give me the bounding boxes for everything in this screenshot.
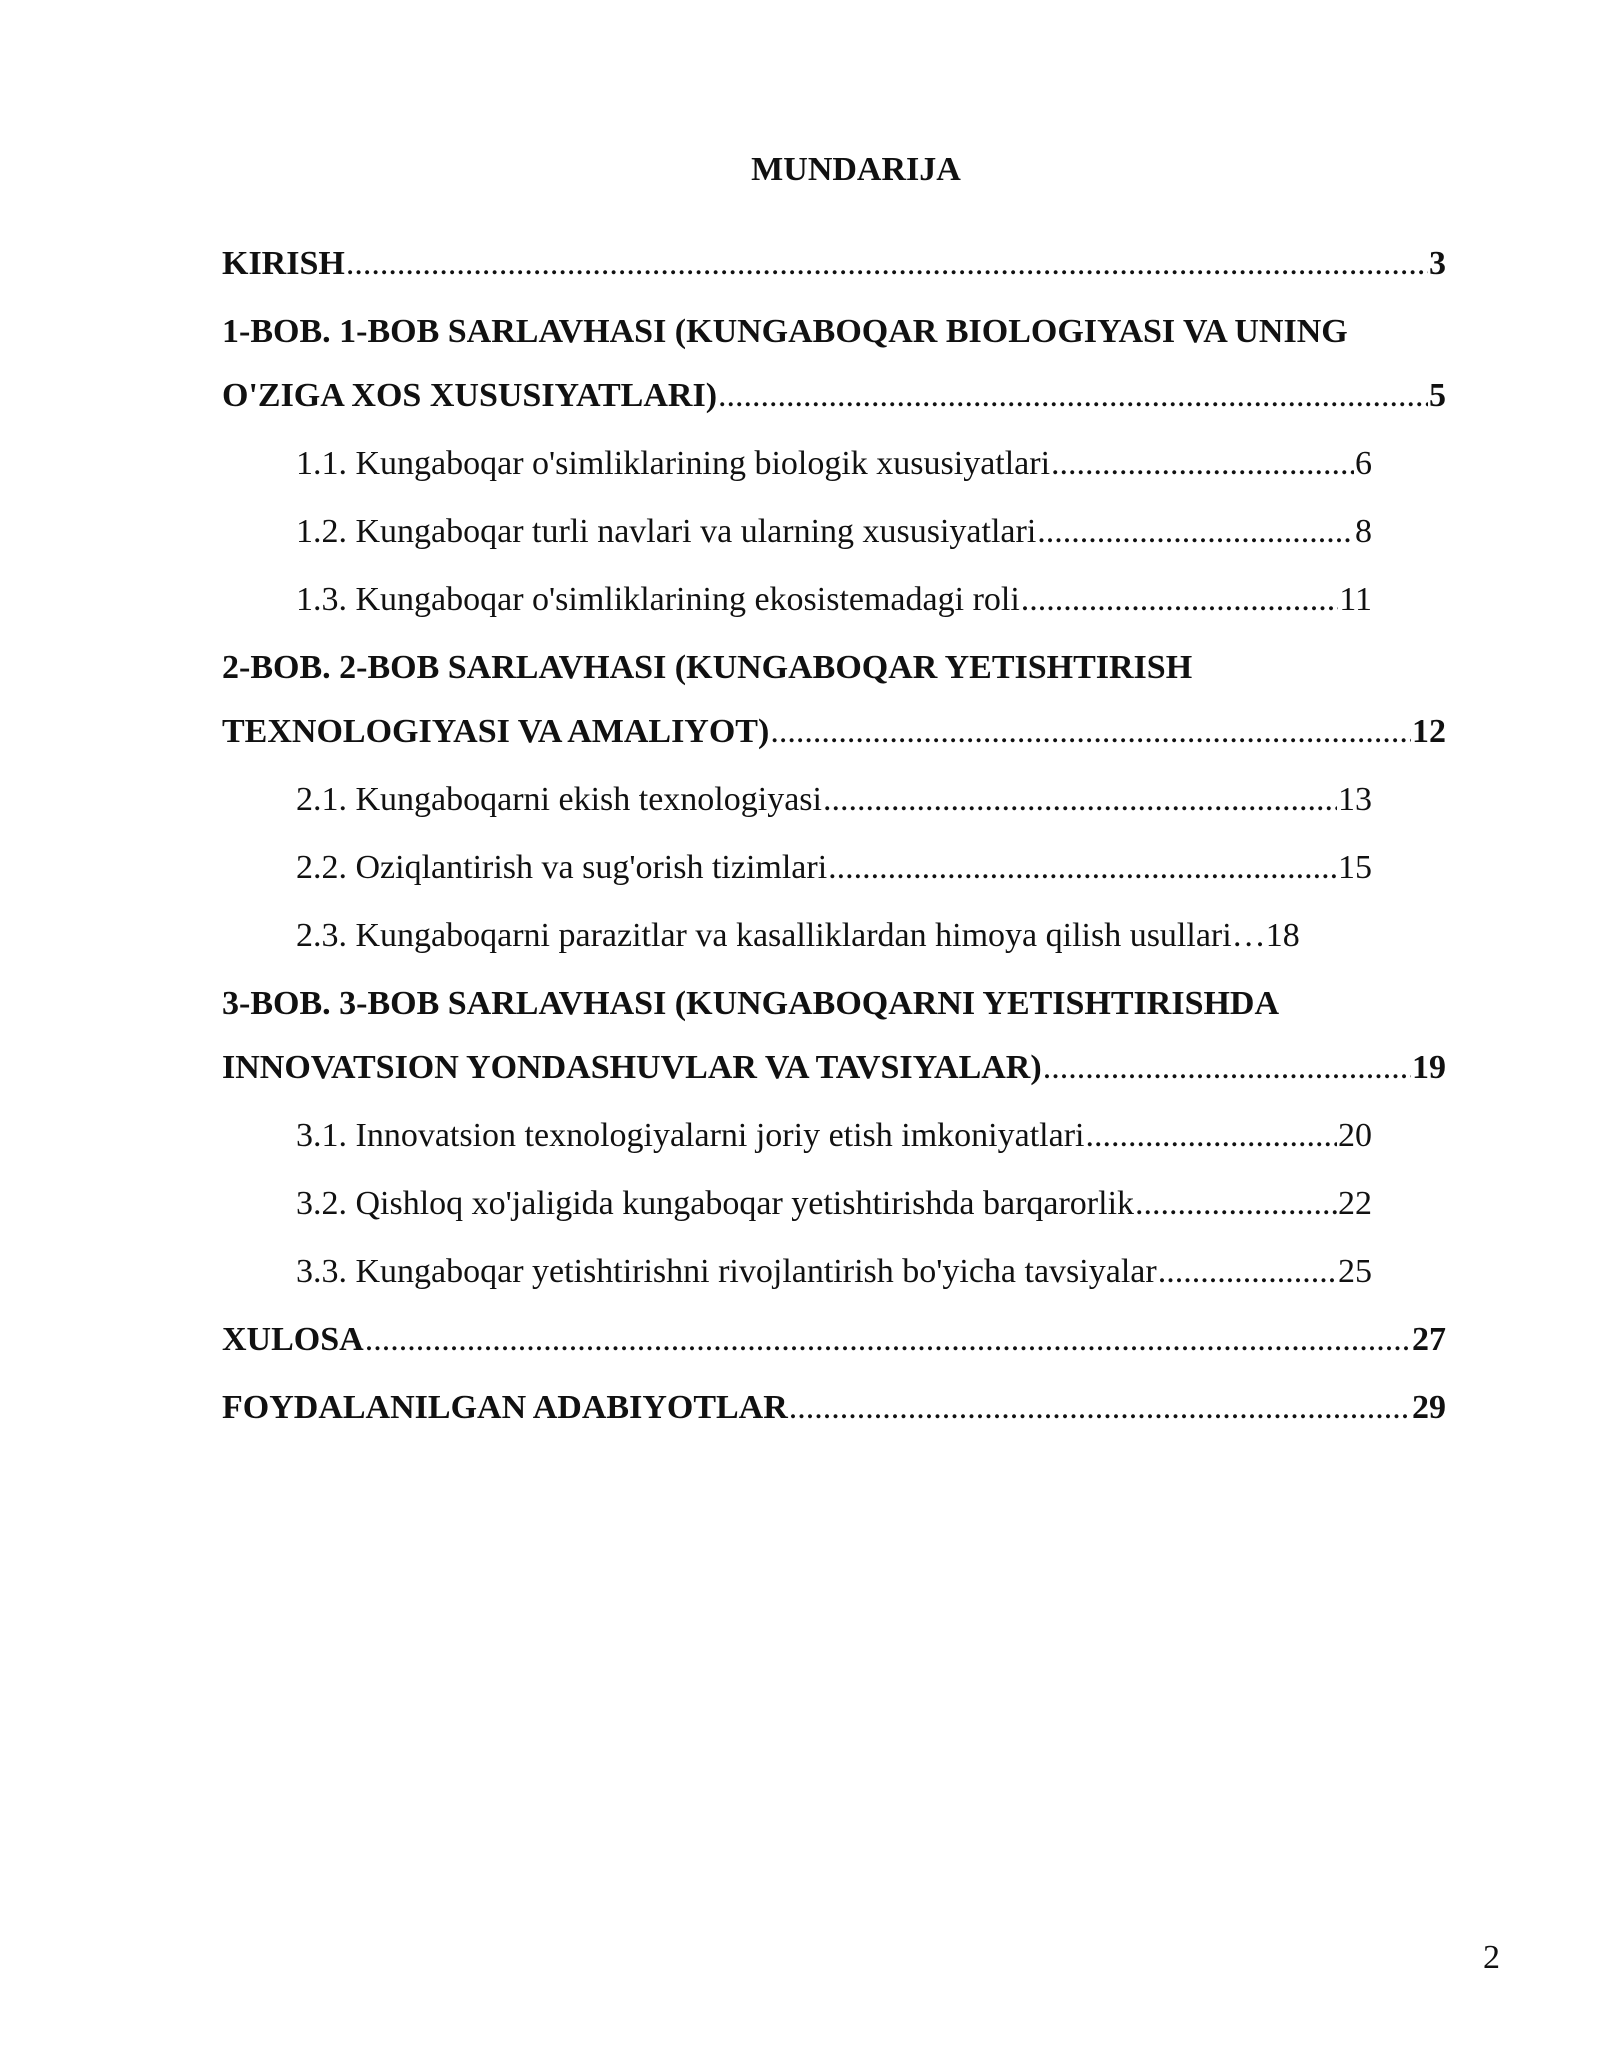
toc-leader-dots xyxy=(828,844,1337,892)
toc-chapter1-title-line1[interactable]: 1-BOB. 1-BOB SARLAVHASI (KUNGABOQAR BIOLOGIYASI VA UNING xyxy=(222,313,1348,350)
toc-entry-label: 2.2. Oziqlantirish va sug'orish tizimlari xyxy=(296,849,828,886)
toc-entry-page: 25 xyxy=(1338,1253,1372,1290)
toc-leader-dots xyxy=(789,1384,1411,1432)
toc-entry-label: 1.2. Kungaboqar turli navlari va ularning xususiyatlari xyxy=(296,513,1037,550)
toc-leader-dots xyxy=(1135,1180,1337,1228)
toc-entry-label: FOYDALANILGAN ADABIYOTLAR xyxy=(222,1389,788,1426)
toc-chapter2-title-line1[interactable]: 2-BOB. 2-BOB SARLAVHASI (KUNGABOQAR YETISHTIRISH xyxy=(222,649,1193,686)
toc-leader-dots xyxy=(1043,1044,1411,1092)
toc-entry-chapter3[interactable] xyxy=(222,1044,1446,1092)
toc-entry-page: 20 xyxy=(1338,1117,1372,1154)
toc-leader-dots xyxy=(1037,508,1354,556)
toc-entry-label: O'ZIGA XOS XUSUSIYATLARI) xyxy=(222,377,718,414)
toc-entry-page: 6 xyxy=(1355,445,1372,482)
toc-entry-section-1-3[interactable] xyxy=(296,576,1372,624)
toc-entry-label: TEXNOLOGIYASI VA AMALIYOT) xyxy=(222,713,770,750)
toc-leader-dots xyxy=(1085,1112,1337,1160)
toc-entry-page: 13 xyxy=(1338,781,1372,818)
toc-entry-section-3-3[interactable] xyxy=(296,1248,1372,1296)
toc-leader-dots xyxy=(1021,576,1338,624)
toc-leader-dots xyxy=(718,372,1428,420)
toc-leader-dots xyxy=(1051,440,1354,488)
toc-entry-page: 11 xyxy=(1339,581,1372,618)
toc-entry-label: KIRISH xyxy=(222,245,345,282)
toc-entry-section-1-1[interactable] xyxy=(296,440,1372,488)
toc-entry-xulosa[interactable] xyxy=(222,1316,1446,1364)
toc-entry-page: 22 xyxy=(1338,1185,1372,1222)
toc-entry-chapter1[interactable] xyxy=(222,372,1446,420)
toc-entry-section-2-2[interactable] xyxy=(296,844,1372,892)
toc-entry-label: 2.3. Kungaboqarni parazitlar va kasalliklardan himoya qilish usullari… xyxy=(296,917,1266,954)
toc-entry-label: INNOVATSION YONDASHUVLAR VA TAVSIYALAR) xyxy=(222,1049,1042,1086)
toc-entry-page: 29 xyxy=(1412,1389,1446,1426)
toc-entry-kirish[interactable] xyxy=(222,240,1446,288)
toc-entry-section-3-2[interactable] xyxy=(296,1180,1372,1228)
toc-leader-dots xyxy=(770,708,1411,756)
toc-entry-label: 1.1. Kungaboqar o'simliklarining biologik xususiyatlari xyxy=(296,445,1051,482)
toc-entry-label: 3.3. Kungaboqar yetishtirishni rivojlantirish bo'yicha tavsiyalar xyxy=(296,1253,1157,1290)
toc-entry-label: XULOSA xyxy=(222,1321,364,1358)
toc-entry-page: 18 xyxy=(1265,917,1300,954)
toc-entry-section-3-1[interactable] xyxy=(296,1112,1372,1160)
toc-entry-page: 5 xyxy=(1429,377,1446,414)
toc-entry-chapter2[interactable] xyxy=(222,708,1446,756)
toc-entry-section-2-1[interactable] xyxy=(296,776,1372,824)
toc-entry-page: 27 xyxy=(1412,1321,1446,1358)
toc-entry-adabiyotlar[interactable] xyxy=(222,1384,1446,1432)
toc-entry-section-2-3[interactable] xyxy=(296,912,1372,960)
page-title: MUNDARIJA xyxy=(751,151,961,188)
toc-chapter3-title-line1[interactable]: 3-BOB. 3-BOB SARLAVHASI (KUNGABOQARNI YETISHTIRISHDA xyxy=(222,985,1280,1022)
page-number: 2 xyxy=(1483,1939,1500,1976)
toc-entry-label: 2.1. Kungaboqarni ekish texnologiyasi xyxy=(296,781,822,818)
toc-entry-label: 3.1. Innovatsion texnologiyalarni joriy etish imkoniyatlari xyxy=(296,1117,1085,1154)
toc-leader-dots xyxy=(346,240,1428,288)
toc-leader-dots xyxy=(1158,1248,1337,1296)
toc-leader-dots xyxy=(823,776,1337,824)
toc-entry-page: 19 xyxy=(1412,1049,1446,1086)
toc-entry-page: 12 xyxy=(1412,713,1446,750)
toc-entry-page: 15 xyxy=(1338,849,1372,886)
toc-entry-label: 3.2. Qishloq xo'jaligida kungaboqar yetishtirishda barqarorlik xyxy=(296,1185,1135,1222)
toc-entry-label: 1.3. Kungaboqar o'simliklarining ekosistemadagi roli xyxy=(296,581,1020,618)
toc-entry-page: 8 xyxy=(1355,513,1372,550)
toc-entry-page: 3 xyxy=(1429,245,1446,282)
toc-leader-dots xyxy=(365,1316,1411,1364)
toc-entry-section-1-2[interactable] xyxy=(296,508,1372,556)
